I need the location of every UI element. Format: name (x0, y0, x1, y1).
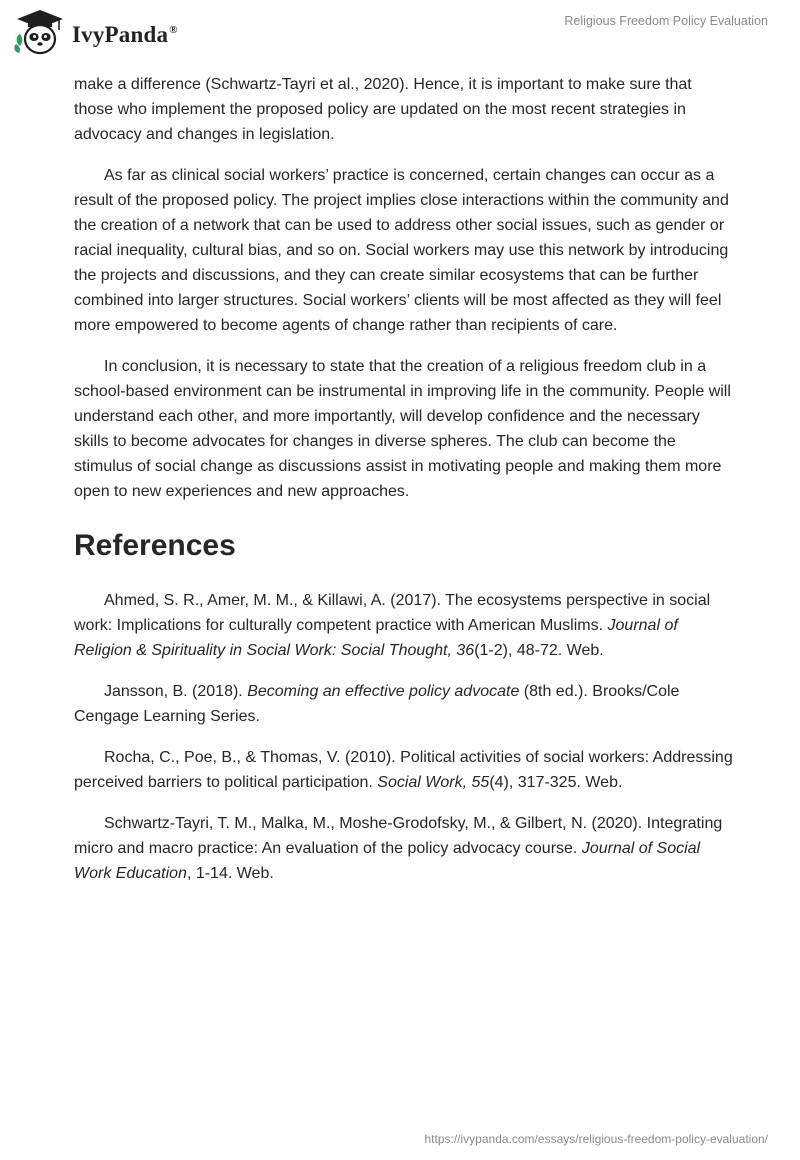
brand-name: IvyPanda® (72, 22, 178, 47)
document-title: Religious Freedom Policy Evaluation (564, 14, 768, 28)
reference-item: Jansson, B. (2018). Becoming an effective policy advocate (8th ed.). Brooks/Cole Cengage Learning Series. (74, 683, 680, 725)
body-paragraph: As far as clinical social workers’ practice is concerned, certain changes can occur as a result of the proposed policy. The project implies close interactions within the community and the creation of a network that can be used to address other social issues, such as gender or racial inequality, cultural bias, and so on. Social workers may use this network by introducing the projects and discussions, and they can create similar ecosystems that can be further combined into larger structures. Social workers’ clients will be most affected as they will feel more empowered to become agents of change rather than recipients of care. (74, 167, 729, 334)
reference-item: Rocha, C., Poe, B., & Thomas, V. (2010). Political activities of social workers: Addressing perceived barriers to political participation. Social Work, 55(4), 317-325. Web. (74, 749, 733, 791)
page-header (0, 0, 800, 66)
body-paragraph: In conclusion, it is necessary to state that the creation of a religious freedom club in a school-based environment can be instrumental in improving life in the community. People will understand each other, and more importantly, will develop confidence and the necessary skills to become advocates for changes in diverse spheres. The club can become the stimulus of social change as discussions assist in motivating people and making them more open to new experiences and new approaches. (74, 358, 731, 500)
panda-graduate-icon (14, 8, 66, 58)
reference-item: Ahmed, S. R., Amer, M. M., & Killawi, A. (2017). The ecosystems perspective in social work: Implications for culturally competent practice with American Muslims. Journal of Religion & Spirituality in Social Work: Social Thought, 36(1-2), 48-72. Web. (74, 592, 711, 659)
essay-content (74, 72, 734, 902)
source-url[interactable]: https://ivypanda.com/essays/religious-freedom-policy-evaluation/ (424, 1132, 768, 1146)
references-heading: References (74, 529, 236, 562)
reference-item: Schwartz-Tayri, T. M., Malka, M., Moshe-Grodofsky, M., & Gilbert, N. (2020). Integrating micro and macro practice: An evaluation of the policy advocacy course. Journal of Social Work Education, 1-14. Web. (74, 815, 723, 882)
body-paragraph: make a difference (Schwartz-Tayri et al., 2020). Hence, it is important to make sure that those who implement the proposed policy are updated on the most recent strategies in advocacy and changes in legislation. (74, 76, 692, 143)
ivypanda-logo[interactable] (14, 8, 178, 58)
